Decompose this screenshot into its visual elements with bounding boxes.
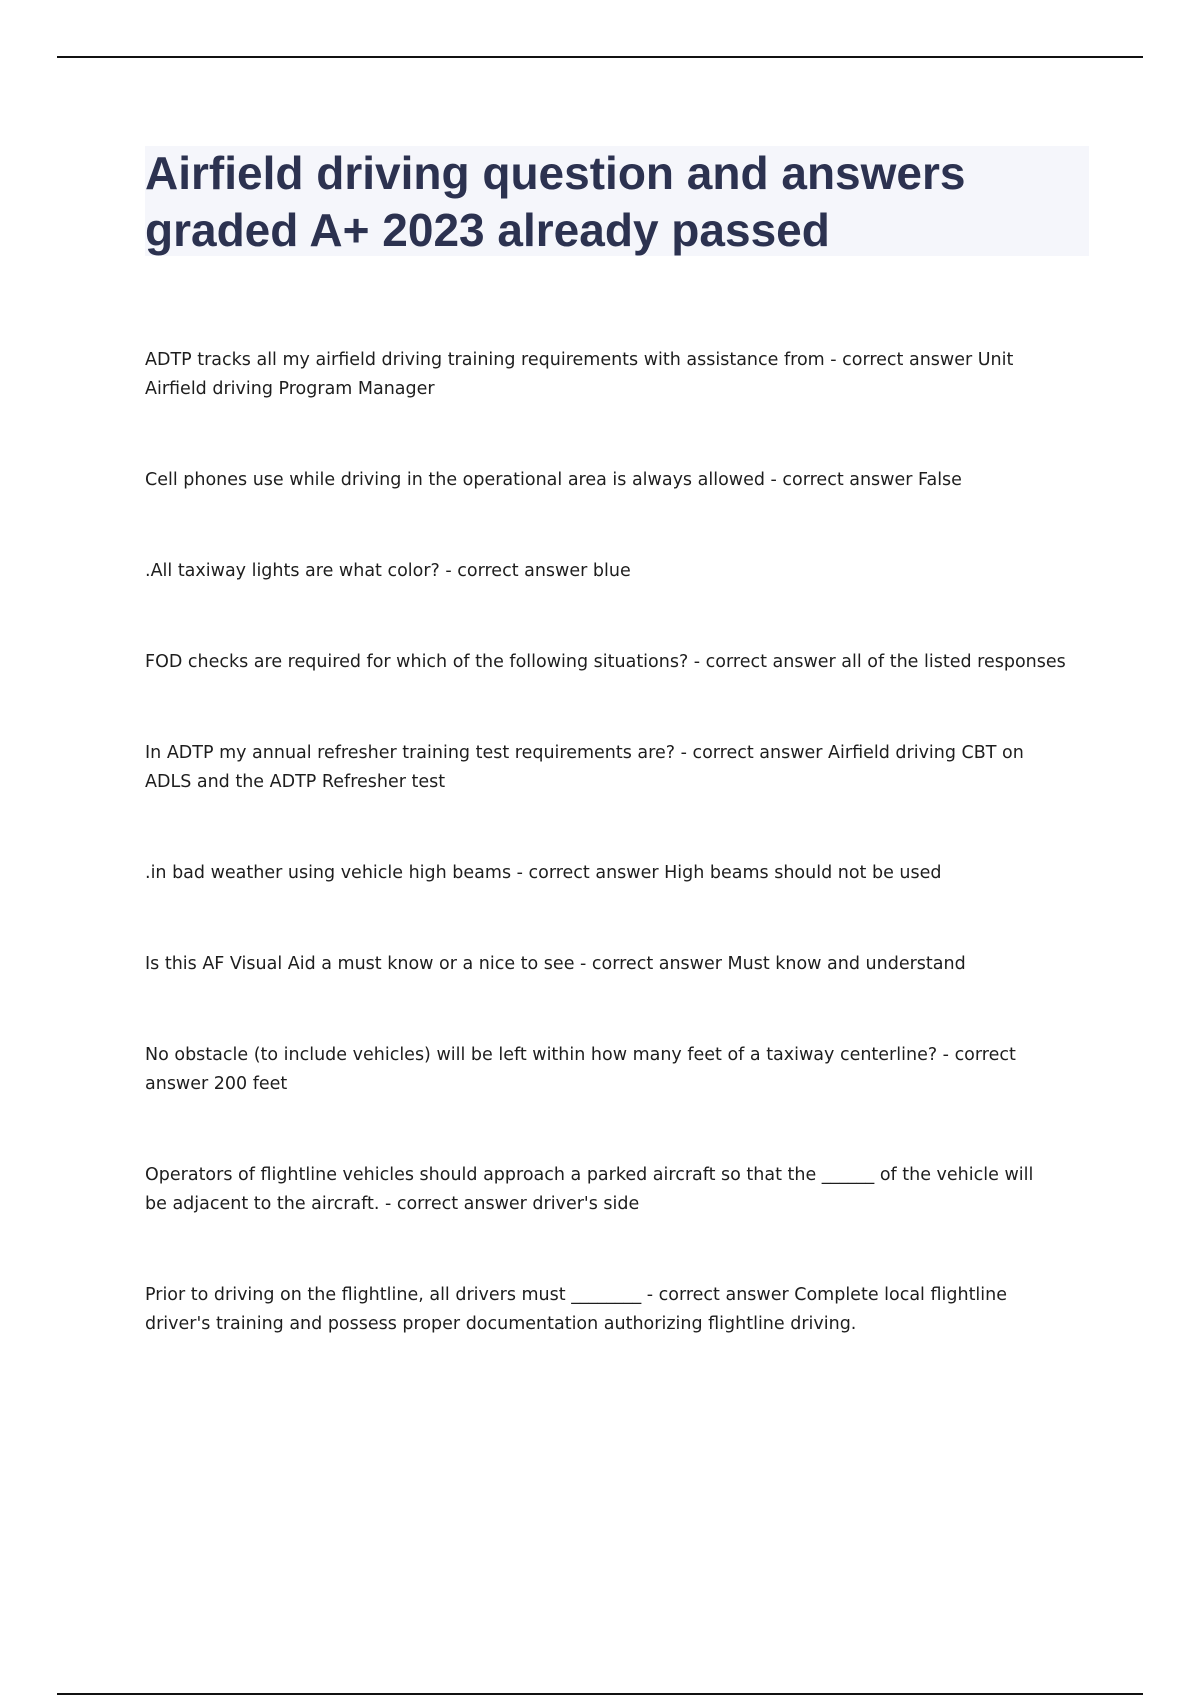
document-title-line-2: graded A+ 2023 already passed — [145, 204, 830, 256]
qa-item-6 — [145, 859, 1095, 888]
qa-item-5-line-1: In ADTP my annual refresher training test requirements are? - correct answer Airfield driving CBT on — [145, 743, 1024, 763]
qa-item-8-line-1: No obstacle (to include vehicles) will be left within how many feet of a taxiway centerline? - correct — [145, 1045, 1016, 1065]
top-rule — [57, 56, 1143, 58]
qa-item-1-line-1: ADTP tracks all my airfield driving training requirements with assistance from - correct answer Unit — [145, 350, 1014, 370]
qa-item-8-line-2: answer 200 feet — [145, 1074, 288, 1094]
qa-item-10-line-2: driver's training and possess proper documentation authorizing flightline driving. — [145, 1314, 857, 1334]
qa-item-7 — [145, 950, 1095, 979]
qa-item-9-line-2: be adjacent to the aircraft. - correct answer driver's side — [145, 1194, 640, 1214]
qa-item-5-line-2: ADLS and the ADTP Refresher test — [145, 772, 446, 792]
qa-item-2 — [145, 466, 1095, 495]
qa-item-4 — [145, 648, 1095, 677]
qa-item-9-line-1: Operators of flightline vehicles should approach a parked aircraft so that the ______ of the vehicle will — [145, 1165, 1034, 1185]
qa-item-6-line-1: .in bad weather using vehicle high beams - correct answer High beams should not be used — [145, 863, 942, 883]
qa-item-9 — [145, 1161, 1095, 1219]
qa-item-10-line-1: Prior to driving on the flightline, all drivers must ________ - correct answer Complete local flightline — [145, 1285, 1008, 1305]
qa-item-8 — [145, 1041, 1095, 1099]
qa-item-1-line-2: Airfield driving Program Manager — [145, 379, 435, 399]
qa-item-5 — [145, 739, 1095, 797]
qa-item-7-line-1: Is this AF Visual Aid a must know or a nice to see - correct answer Must know and understand — [145, 954, 966, 974]
qa-item-1 — [145, 346, 1095, 404]
qa-item-10 — [145, 1281, 1095, 1339]
qa-item-4-line-1: FOD checks are required for which of the following situations? - correct answer all of the listed responses — [145, 652, 1066, 672]
qa-item-2-line-1: Cell phones use while driving in the operational area is always allowed - correct answer False — [145, 470, 962, 490]
qa-item-3 — [145, 557, 1095, 586]
qa-item-3-line-1: .All taxiway lights are what color? - correct answer blue — [145, 561, 631, 581]
document-title-line-1: Airfield driving question and answers — [145, 147, 966, 199]
bottom-rule — [57, 1693, 1143, 1695]
